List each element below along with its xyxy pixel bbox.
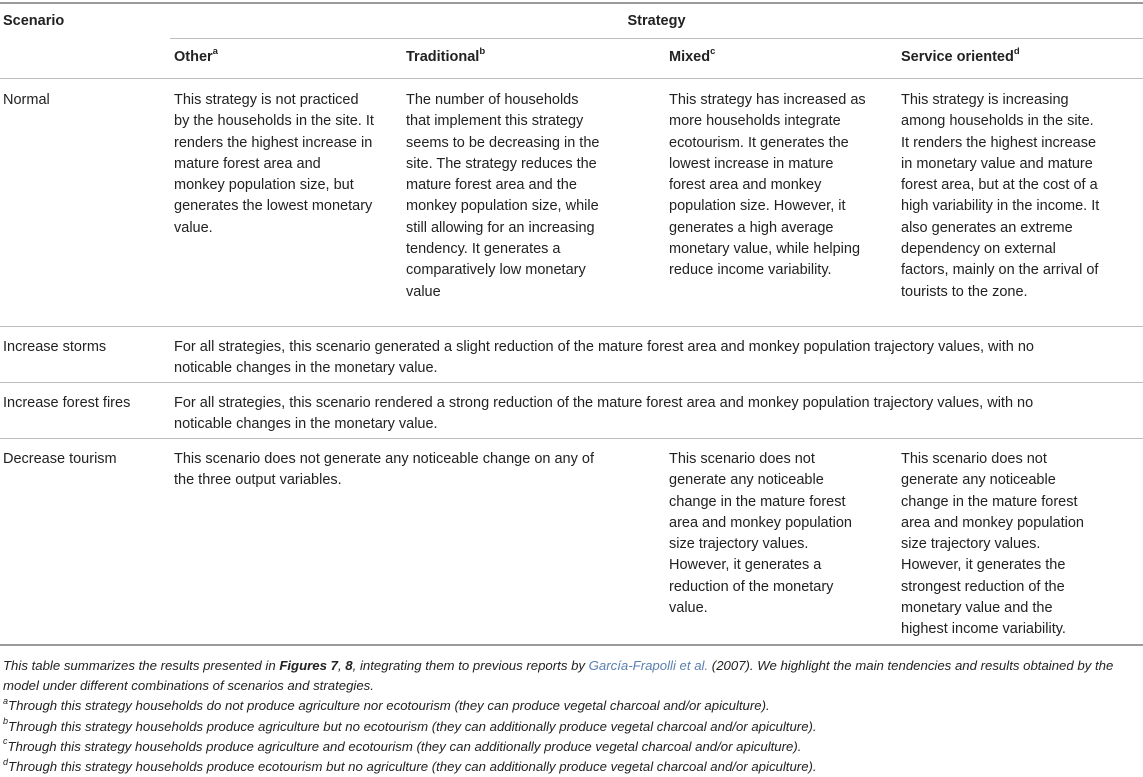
header-bottom-rule (0, 78, 1143, 79)
row-fires-all: For all strategies, this scenario rendered a strong reduction of the mature forest area and monkey population trajectory values, with no noticable changes in the monetary value. (174, 395, 1034, 433)
header-col-other: Other$^a$ (174, 46, 218, 65)
row-normal-scenario: Normal (3, 92, 50, 108)
row-divider-storms (0, 382, 1143, 383)
table-caption (3, 656, 1141, 777)
table-bottom-rule (0, 644, 1143, 646)
header-strategy: Strategy (627, 13, 686, 29)
header-col-traditional: Traditional$^b$ (406, 46, 486, 65)
footnote-d: $^d$Through this strategy households produce ecotourism but no agriculture (they can additionally produce vegetal charcoal and/or apiculture). (3, 756, 817, 775)
figure-8-link[interactable]: 8 (345, 658, 353, 673)
row-fires-scenario: Increase forest fires (3, 395, 131, 411)
footnote-b: $^b$Through this strategy households produce agriculture but no ecotourism (they can additionally produce vegetal charcoal and/or apiculture). (3, 716, 817, 734)
row-divider-normal (0, 326, 1143, 327)
row-tourism-other-traditional: This scenario does not generate any noticeable change on any of the three output variables. (174, 451, 594, 489)
row-tourism-scenario: Decrease tourism (3, 451, 117, 467)
row-normal-mixed: This strategy has increased as more households integrate ecotourism. It generates the lowest increase in mature forest area and monkey population size. However, it generates a high average monetary value, while helping reduce income variability. (669, 92, 866, 279)
reference-link[interactable]: García-Frapolli et al. (588, 658, 709, 673)
header-col-service: Service oriented$^d$ (901, 46, 1020, 65)
header-scenario: Scenario (3, 13, 65, 29)
footnote-a: $^a$Through this strategy households do not produce agriculture nor ecotourism (they can produce vegetal charcoal and/or apiculture). (3, 696, 770, 714)
row-tourism-service: This scenario does not generate any noticeable change in the mature forest area and monkey population size trajectory values. However, it generates the strongest reduction of the monetary value and the highest income variability. (901, 451, 1084, 638)
row-normal-other: This strategy is not practiced by the households in the site. It renders the highest increase in mature forest area and monkey population size, but generates the lowest monetary value. (174, 92, 374, 236)
row-tourism-mixed: This scenario does not generate any noticeable change in the mature forest area and monkey population size trajectory values. However, it generates a reduction of the monetary value. (669, 451, 852, 617)
row-divider-fires (0, 438, 1143, 439)
caption-text: This table summarizes the results presented in Figures 7, 8, integrating them to previous reports by García-Frapolli et al. (2007). We highlight the main tendencies and results obtained by the model under different combinations of scenarios and strategies. (3, 658, 1114, 694)
row-normal-service: This strategy is increasing among households in the site. It renders the highest increase in monetary value and mature forest area, but at the cost of a high variability in the income. It also generates an extreme dependency on external factors, mainly on the arrival of tourists to the zone. (901, 92, 1100, 300)
footnote-c: $^c$Through this strategy households produce agriculture and ecotourism (they can additionally produce vegetal charcoal and/or apiculture). (3, 736, 802, 754)
strategy-header-rule (170, 38, 1143, 39)
figure-7-link[interactable]: Figures 7 (279, 658, 338, 673)
row-normal-traditional: The number of households that implement this strategy seems to be decreasing in the site. The strategy reduces the mature forest area and the monkey population size, while still allowing for an increasing tendency. It generates a comparatively low monetary value (406, 92, 600, 300)
table-top-rule (0, 2, 1143, 4)
row-storms-all: For all strategies, this scenario generated a slight reduction of the mature forest area and monkey population trajectory values, with no noticable changes in the monetary value. (174, 339, 1034, 377)
header-col-mixed: Mixed$^c$ (669, 46, 716, 65)
row-storms-scenario: Increase storms (3, 339, 107, 355)
